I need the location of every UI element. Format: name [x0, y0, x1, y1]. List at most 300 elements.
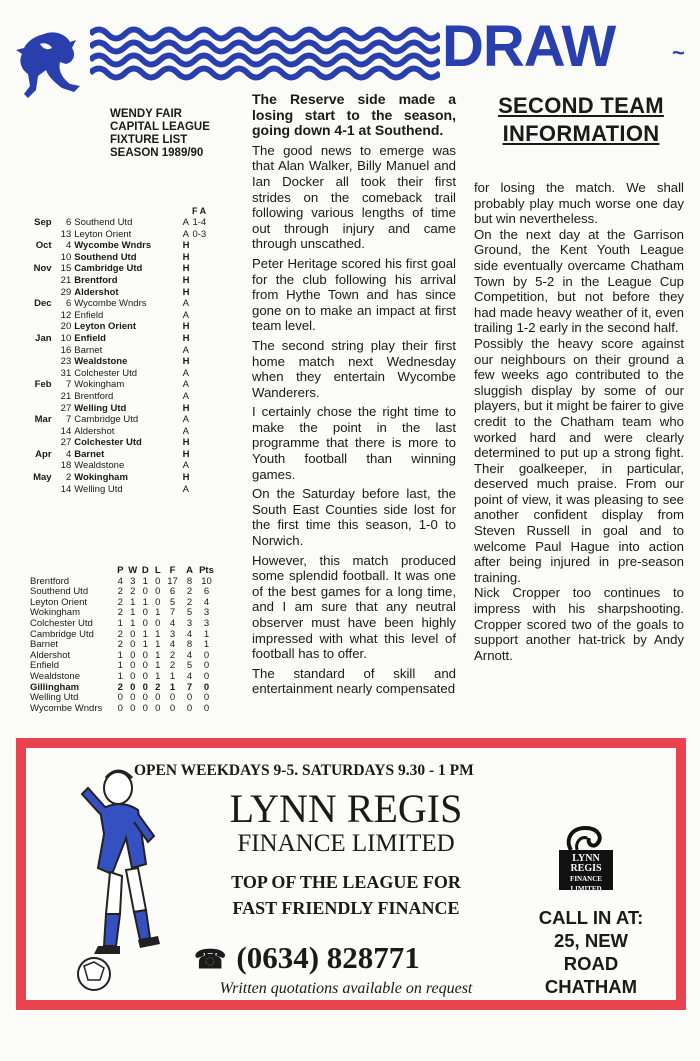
- opening-hours: OPEN WEEKDAYS 9-5. SATURDAYS 9.30 - 1 PM: [134, 762, 474, 779]
- fixture-day: 12: [60, 309, 72, 321]
- team-name: Leyton Orient: [30, 596, 88, 608]
- fixture-row: [22, 333, 222, 345]
- stat-cell: 0: [142, 586, 148, 598]
- article-paragraph: However, this match produced some splendid football. It was one of the best games for a long time, and I am sure that any neutral observer must have been highly impressed with what this level of football has to offer.: [252, 552, 456, 662]
- stat-cell: 0: [155, 575, 161, 587]
- stat-cell: 4: [169, 617, 176, 629]
- stat-cell: 1: [130, 617, 136, 629]
- fixture-result: 0-3: [192, 228, 207, 240]
- stat-cell: 0: [203, 670, 210, 682]
- fixture-month: Jan: [35, 332, 52, 344]
- stat-cell: 5: [169, 596, 176, 608]
- address-block: [526, 906, 656, 998]
- stat-cell: 0: [130, 649, 136, 661]
- finance-advert: [16, 738, 686, 1010]
- fixture-row: [22, 240, 222, 252]
- fixture-venue: H: [182, 448, 190, 460]
- article-paragraph: On the Saturday before last, the South East Counties side lost for the first time this season, 1-0 to Norwich.: [252, 486, 456, 549]
- lead-paragraph: The Reserve side made a losing start to the season, going down 4-1 at Southend.: [252, 91, 456, 139]
- fixture-result: [192, 472, 222, 484]
- stat-cell: 1: [203, 639, 210, 651]
- stat-cell: 0: [203, 660, 210, 672]
- company-subtitle: FINANCE LIMITED: [237, 830, 455, 857]
- fixture-row: [22, 252, 222, 264]
- fixture-venue: H: [182, 437, 190, 449]
- fixture-opponent: Aldershot: [74, 425, 115, 437]
- team-name: Enfield: [30, 660, 60, 672]
- fixture-row: [22, 287, 222, 299]
- fixture-day: 4: [65, 448, 72, 460]
- fixture-result: [192, 345, 222, 357]
- fixture-day: 10: [60, 251, 72, 263]
- stat-cell: 0: [142, 681, 148, 693]
- fixture-venue: H: [182, 332, 190, 344]
- stat-cell: 0: [203, 649, 210, 661]
- fixture-row: [22, 275, 222, 287]
- stat-cell: 0: [117, 702, 123, 714]
- stat-cell: 10: [201, 575, 212, 587]
- fixture-result: [192, 449, 222, 461]
- fixture-venue: A: [182, 228, 189, 240]
- stat-cell: 2: [169, 649, 176, 661]
- team-name: [30, 566, 114, 577]
- table-row: [30, 672, 230, 683]
- fixture-venue: H: [182, 472, 190, 484]
- company-name: LYNN REGIS: [229, 786, 463, 831]
- fixture-month: Apr: [35, 448, 52, 460]
- fixture-result: [192, 321, 222, 333]
- stat-cell: 8: [186, 575, 193, 587]
- stat-cell: 0: [130, 670, 136, 682]
- fixture-result: [192, 484, 222, 496]
- fixture-opponent: Wealdstone: [74, 356, 128, 368]
- fixture-month: May: [33, 472, 52, 484]
- fixture-result: [192, 403, 222, 415]
- article-paragraph: for losing the match. We shall probably play much worse one day but win nevertheless.: [474, 180, 684, 227]
- stat-cell: 2: [117, 681, 123, 693]
- wave-stripe: [90, 30, 440, 39]
- tagline-line: FAST FRIENDLY FINANCE: [232, 898, 460, 918]
- stat-cell: 1: [155, 649, 161, 661]
- fixture-month: [22, 484, 52, 496]
- fixture-result: [192, 263, 222, 275]
- fixture-day: 14: [60, 483, 72, 495]
- fixture-venue: H: [182, 240, 190, 252]
- fixture-result: [192, 391, 222, 403]
- stat-cell: 0: [142, 702, 148, 714]
- stat-cell: 0: [130, 628, 136, 640]
- badge-text: [558, 854, 614, 894]
- stat-cell: 1: [117, 649, 123, 661]
- wave-stripe: [90, 56, 440, 65]
- stat-cell: D: [141, 565, 149, 576]
- fixture-day: 21: [60, 390, 72, 402]
- fixture-row: [22, 426, 222, 438]
- article-paragraph: Peter Heritage scored his first goal for the club following his arrival from Hythe Town and has since gone on to make an impact at first team level.: [252, 255, 456, 334]
- fixture-fa-header: F A: [192, 206, 207, 216]
- stat-cell: 0: [155, 702, 161, 714]
- stat-cell: F: [169, 565, 176, 576]
- address-line: 25, NEW ROAD: [553, 930, 629, 974]
- stat-cell: 0: [186, 702, 193, 714]
- fixture-list: [22, 217, 222, 495]
- badge-line: FINANCE: [570, 875, 602, 883]
- fixture-day: 4: [65, 240, 72, 252]
- fixture-row: [22, 460, 222, 472]
- article-paragraph: The standard of skill and entertainment nearly compensated: [252, 665, 456, 697]
- stat-cell: 1: [130, 607, 136, 619]
- fixture-row: [22, 437, 222, 449]
- badge-line: LIMITED: [570, 885, 602, 893]
- tagline-line: TOP OF THE LEAGUE FOR: [231, 872, 461, 892]
- stat-cell: 0: [169, 692, 176, 704]
- fixture-month: [22, 321, 52, 333]
- stat-cell: 2: [117, 628, 123, 640]
- stat-cell: 2: [117, 596, 123, 608]
- phone-number: [194, 940, 420, 976]
- fixture-day: 7: [65, 414, 72, 426]
- youth-report-column: [474, 180, 684, 663]
- stat-cell: 4: [117, 575, 123, 587]
- fixture-row: [22, 414, 222, 426]
- fixture-month: [22, 310, 52, 322]
- wave-stripe: [90, 43, 440, 52]
- team-name: Southend Utd: [30, 586, 89, 598]
- stat-cell: 4: [169, 639, 176, 651]
- fixture-opponent: Colchester Utd: [74, 437, 142, 449]
- fixture-month: [22, 229, 52, 241]
- quotation-note: Written quotations available on request: [219, 980, 473, 997]
- article-paragraph: The good news to emerge was that Alan Walker, Billy Manuel and Ian Docker all took their first strides on the comeback trail following various lengths of time out through injury and came through unscathed.: [252, 142, 456, 252]
- stat-cell: 1: [142, 639, 148, 651]
- stat-cell: 0: [142, 660, 148, 672]
- stat-cell: 8: [186, 639, 193, 651]
- fixture-month: Sep: [34, 217, 52, 228]
- fixture-month: [22, 345, 52, 357]
- stat-cell: 0: [130, 660, 136, 672]
- fixture-venue: H: [182, 321, 190, 333]
- fixture-row: [22, 229, 222, 241]
- team-name: Wealdstone: [30, 670, 80, 682]
- stat-cell: 5: [186, 660, 193, 672]
- fixture-day: 29: [60, 286, 72, 298]
- stat-cell: 2: [186, 596, 193, 608]
- stat-cell: 0: [142, 649, 148, 661]
- stat-cell: 1: [155, 670, 161, 682]
- footballer-cartoon-icon: [76, 764, 166, 992]
- team-name: Brentford: [30, 575, 70, 587]
- fixture-row: [22, 368, 222, 380]
- stat-cell: 1: [117, 670, 123, 682]
- fixture-venue: A: [182, 425, 189, 437]
- fixture-venue: H: [182, 251, 190, 263]
- fixture-row: [22, 449, 222, 461]
- stat-cell: 0: [203, 702, 210, 714]
- section-heading: [478, 92, 684, 148]
- team-name: Colchester Utd: [30, 617, 93, 629]
- fixture-venue: H: [182, 356, 190, 368]
- stat-cell: 0: [186, 692, 193, 704]
- stat-cell: 1: [130, 596, 136, 608]
- fixture-row: [22, 310, 222, 322]
- fixture-result: [192, 414, 222, 426]
- article-paragraph: The second string play their first home match next Wednesday when they entertain Wycombe Wanderers.: [252, 337, 456, 400]
- fixture-venue: A: [182, 344, 189, 356]
- table-row: [30, 619, 230, 630]
- team-name: Gillingham: [30, 681, 80, 693]
- stat-cell: 0: [155, 692, 161, 704]
- phone-digits: (0634) 828771: [236, 940, 420, 975]
- stat-cell: 2: [169, 660, 176, 672]
- fixture-opponent: Enfield: [74, 309, 104, 321]
- stat-cell: 2: [117, 639, 123, 651]
- stat-cell: 6: [169, 586, 176, 598]
- fixture-venue: A: [182, 298, 189, 310]
- stat-cell: L: [154, 565, 161, 576]
- fixture-month: [22, 391, 52, 403]
- fixture-opponent: Colchester Utd: [74, 367, 138, 379]
- fixture-opponent: Brentford: [74, 390, 114, 402]
- stat-cell: 0: [130, 692, 136, 704]
- fixture-opponent: Enfield: [74, 332, 106, 344]
- fixture-venue: H: [182, 402, 190, 414]
- fixture-row: [22, 298, 222, 310]
- team-name: Welling Utd: [30, 692, 79, 704]
- advert-panel: [26, 748, 676, 1000]
- fixture-title-line: WENDY FAIR: [110, 108, 182, 120]
- fixture-opponent: Wycombe Wndrs: [74, 240, 152, 252]
- stat-cell: 1: [142, 596, 148, 608]
- fixture-day: 2: [65, 472, 72, 484]
- fixture-day: 6: [65, 298, 72, 310]
- fixture-row: [22, 379, 222, 391]
- fixture-result: [192, 287, 222, 299]
- stat-cell: 1: [155, 660, 161, 672]
- fixture-month: Nov: [33, 263, 52, 275]
- stat-cell: 4: [203, 596, 210, 608]
- fixture-day: 7: [65, 379, 72, 391]
- title-suffix: ~: [672, 40, 685, 65]
- stat-cell: 0: [142, 670, 148, 682]
- fixture-day: 16: [60, 344, 72, 356]
- stat-cell: 3: [203, 617, 210, 629]
- stat-cell: 17: [167, 575, 178, 587]
- stat-cell: 0: [130, 681, 136, 693]
- team-name: Aldershot: [30, 649, 71, 661]
- fixture-result: [192, 379, 222, 391]
- fixture-venue: A: [182, 379, 189, 391]
- fixture-opponent: Southend Utd: [74, 217, 133, 228]
- fixture-day: 27: [60, 437, 72, 449]
- fixture-venue: A: [182, 414, 189, 426]
- stat-cell: 6: [203, 586, 210, 598]
- stat-cell: 1: [169, 670, 176, 682]
- article-paragraph: Nick Cropper too continues to impress with his sharpshooting. Cropper scored two of the goals to support another hat-trick by Andy Arnott.: [474, 585, 684, 663]
- stat-cell: 0: [117, 692, 123, 704]
- team-name: Wokingham: [30, 607, 80, 619]
- stat-cell: 1: [117, 617, 123, 629]
- fixture-row: [22, 217, 222, 229]
- fixture-day: 20: [60, 321, 72, 333]
- stat-cell: 0: [169, 702, 176, 714]
- fixture-month: [22, 252, 52, 264]
- fixture-result: 1-4: [192, 217, 207, 228]
- stat-cell: 1: [155, 607, 161, 619]
- fixture-title-line: SEASON 1989/90: [110, 147, 204, 159]
- fixture-opponent: Leyton Orient: [74, 321, 137, 333]
- fixture-day: 10: [60, 332, 72, 344]
- table-row: [30, 704, 230, 715]
- fixture-day: 13: [60, 228, 72, 240]
- fixture-list-title: [110, 108, 240, 160]
- fixture-opponent: Wealdstone: [74, 460, 125, 472]
- fixture-result: [192, 240, 222, 252]
- badge-line: REGIS: [570, 863, 602, 874]
- fixture-result: [192, 426, 222, 438]
- fixture-month: Feb: [34, 379, 52, 391]
- page-title: DRAW: [442, 14, 616, 79]
- stat-cell: 1: [117, 660, 123, 672]
- fixture-month: [22, 356, 52, 368]
- address-line: CALL IN AT:: [538, 907, 644, 928]
- fixture-opponent: Welling Utd: [74, 402, 127, 414]
- stat-cell: Pts: [199, 565, 214, 576]
- fixture-venue: H: [182, 286, 190, 298]
- table-header-row: [30, 566, 230, 577]
- fixture-row: [22, 263, 222, 275]
- fixture-title-line: CAPITAL LEAGUE: [110, 121, 210, 133]
- league-table: [30, 566, 230, 714]
- fixture-venue: A: [182, 367, 189, 379]
- fixture-opponent: Cambridge Utd: [74, 414, 139, 426]
- fixture-result: [192, 356, 222, 368]
- fixture-opponent: Wokingham: [74, 472, 128, 484]
- fixture-row: [22, 345, 222, 357]
- fixture-venue: A: [182, 460, 189, 472]
- stat-cell: 0: [142, 607, 148, 619]
- fixture-result: [192, 252, 222, 264]
- fixture-month: Dec: [34, 298, 52, 310]
- stat-cell: 7: [169, 607, 176, 619]
- stat-cell: 0: [203, 681, 210, 693]
- fixture-opponent: Wokingham: [74, 379, 125, 391]
- fixture-day: 23: [60, 356, 72, 368]
- fixture-opponent: Barnet: [74, 448, 105, 460]
- fixture-row: [22, 403, 222, 415]
- article-paragraph: Possibly the heavy score against our neighbours on their ground a few weeks ago contributed to the sluggish display by some of our players, but it might be fairer to give credit to the Chatham team who worked hard and were clearly determined to put up a strong fight. Their goalkeeper, in particular, deserved much praise. From our point of view, it was pleasing to see another confident display from Steven Russell in goal and to welcome Paul Hague into action after being injured in pre-season training.: [474, 335, 684, 585]
- fixture-result: [192, 333, 222, 345]
- team-name: Barnet: [30, 639, 58, 651]
- stat-cell: 2: [186, 586, 193, 598]
- fixture-opponent: Cambridge Utd: [74, 263, 143, 275]
- article-paragraph: I certainly chose the right time to make the point in the last programme that there is more to Youth football than winning games.: [252, 404, 456, 482]
- stat-cell: 3: [130, 575, 136, 587]
- fixture-day: 18: [60, 460, 72, 472]
- fixture-opponent: Aldershot: [74, 286, 119, 298]
- article-paragraph: On the next day at the Garrison Ground, the Kent Youth League side eventually overcame Chatham Town by 5-2 in the League Cup Competition, but not before they had made heavy weather of it, even trailing 1-2 early in the second half.: [474, 226, 684, 336]
- section-heading-line: SECOND TEAM: [498, 93, 664, 118]
- fixture-day: 6: [65, 217, 72, 228]
- telephone-icon: ☎: [194, 945, 227, 974]
- fixture-month: [22, 460, 52, 472]
- stat-cell: 7: [186, 681, 193, 693]
- stat-cell: A: [186, 565, 193, 576]
- address-line: CHATHAM: [544, 976, 638, 997]
- stat-cell: 3: [186, 617, 193, 629]
- stat-cell: 4: [186, 628, 193, 640]
- fixture-row: [22, 472, 222, 484]
- stat-cell: 0: [203, 692, 210, 704]
- fixture-opponent: Leyton Orient: [74, 228, 132, 240]
- stat-cell: 1: [155, 628, 161, 640]
- stat-cell: 4: [186, 649, 193, 661]
- stat-cell: 0: [155, 596, 161, 608]
- stat-cell: W: [128, 565, 138, 576]
- stat-cell: 2: [155, 681, 161, 693]
- stat-cell: 2: [117, 607, 123, 619]
- fixture-day: 21: [60, 274, 72, 286]
- fixture-venue: A: [182, 217, 189, 228]
- fixture-opponent: Southend Utd: [74, 251, 137, 263]
- fixture-opponent: Wycombe Wndrs: [74, 298, 147, 310]
- fixture-month: [22, 426, 52, 438]
- stat-cell: 0: [142, 617, 148, 629]
- fixture-day: 14: [60, 425, 72, 437]
- fixture-result: [192, 368, 222, 380]
- stat-cell: 2: [117, 586, 123, 598]
- stat-cell: 3: [203, 607, 210, 619]
- fixture-venue: A: [182, 309, 189, 321]
- fixture-row: [22, 356, 222, 368]
- team-name: Cambridge Utd: [30, 628, 94, 640]
- stat-cell: 1: [155, 639, 161, 651]
- fixture-venue: H: [182, 274, 190, 286]
- stat-cell: 3: [169, 628, 176, 640]
- fixture-day: 27: [60, 402, 72, 414]
- section-heading-line: INFORMATION: [502, 121, 660, 146]
- wave-stripe: [90, 69, 440, 78]
- fixture-month: [22, 437, 52, 449]
- fixture-day: 15: [60, 263, 72, 275]
- fixture-venue: A: [182, 483, 189, 495]
- fixture-day: 31: [60, 367, 72, 379]
- fixture-row: [22, 391, 222, 403]
- stat-cell: 1: [203, 628, 210, 640]
- fixture-opponent: Brentford: [74, 274, 118, 286]
- fixture-result: [192, 298, 222, 310]
- stat-cell: 1: [142, 628, 148, 640]
- fixture-row: [22, 321, 222, 333]
- stat-cell: P: [117, 565, 124, 576]
- wave-banner: [90, 24, 440, 84]
- fixture-month: Mar: [34, 414, 52, 426]
- fixture-month: Oct: [35, 240, 52, 252]
- fixture-opponent: Barnet: [74, 344, 103, 356]
- horse-logo-icon: [14, 28, 84, 102]
- fixture-month: [22, 368, 52, 380]
- fixture-venue: H: [182, 263, 190, 275]
- stat-cell: 0: [130, 639, 136, 651]
- fixture-month: [22, 403, 52, 415]
- stat-cell: 0: [142, 692, 148, 704]
- stat-cell: 4: [186, 670, 193, 682]
- stat-cell: 5: [186, 607, 193, 619]
- fixture-result: [192, 460, 222, 472]
- fixture-month: [22, 275, 52, 287]
- stat-cell: 1: [142, 575, 148, 587]
- fixture-result: [192, 437, 222, 449]
- stat-cell: 0: [155, 617, 161, 629]
